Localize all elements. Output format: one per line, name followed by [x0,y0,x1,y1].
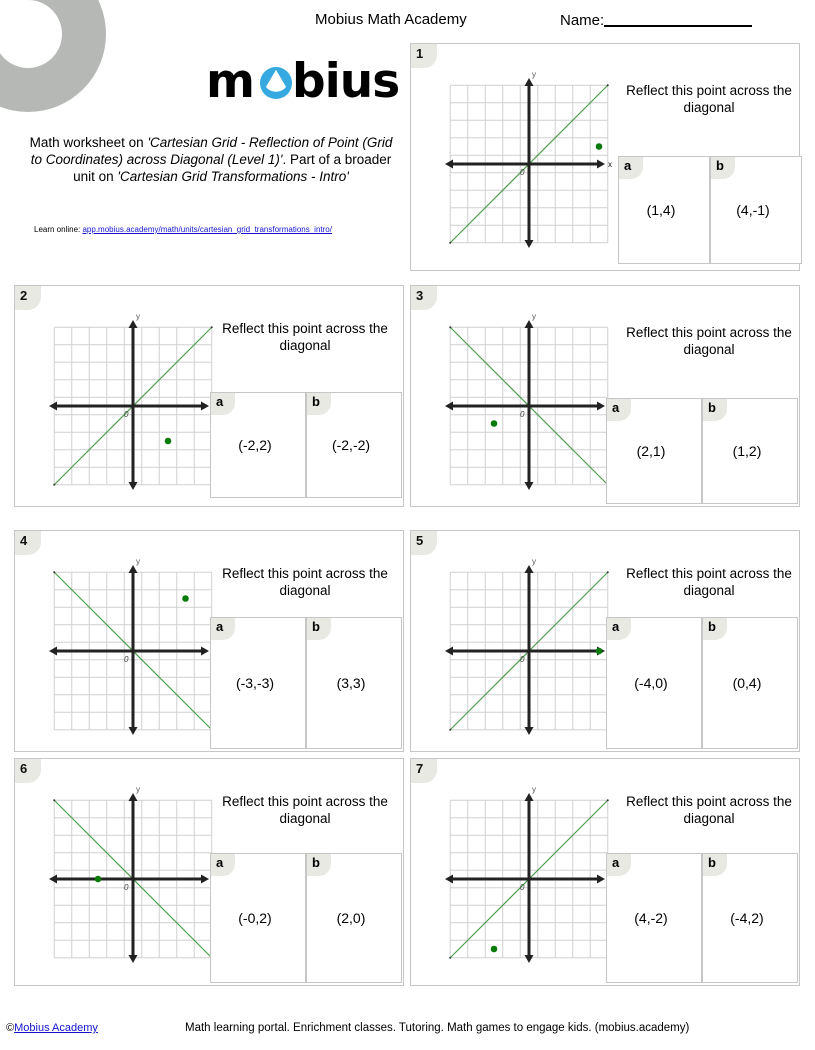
answer-box-a[interactable] [210,617,306,749]
answer-value-a: (-2,2) [238,437,272,453]
svg-text:0: 0 [520,883,525,892]
problem-plot [35,553,231,749]
page-header [0,0,815,42]
answer-letter-b: b [711,157,735,179]
answer-box-a[interactable] [606,853,702,983]
svg-text:y: y [532,557,536,566]
problem-plot [431,553,627,749]
plotted-point [165,438,172,445]
answer-value-b: (-2,-2) [331,437,371,453]
answer-box-b[interactable] [702,398,798,504]
academy-title: Mobius Math Academy [315,11,467,28]
problem-number-badge: 3 [411,286,437,310]
answer-box-a[interactable] [210,853,306,983]
answer-value-a: (-3,-3) [235,675,275,691]
answer-letter-b: b [703,854,727,876]
answer-value-b: (3,3) [336,675,366,691]
answer-value-a: (-0,2) [238,910,272,926]
svg-text:bius: bius [292,56,400,108]
problem-prompt: Reflect this point across the diagonal [222,566,388,598]
cartesian-plot [431,66,627,262]
problem-4 [14,530,404,752]
plotted-point [95,876,102,883]
page-footer [0,1020,815,1044]
desc-topic: 'Cartesian Grid - Reflection of Point (Grid to Coordinates) across Diagonal (Level 1)' [30,135,393,167]
answer-letter-a: a [607,399,631,421]
svg-text:0: 0 [520,410,525,419]
svg-text:y: y [136,557,140,566]
problem-2 [14,285,404,507]
answer-box-b[interactable] [710,156,802,264]
problem-prompt: Reflect this point across the diagonal [626,325,792,357]
answer-value-b: (2,0) [336,910,366,926]
cartesian-plot [431,308,627,504]
name-write-in-line[interactable] [604,11,752,27]
answer-letter-a: a [211,618,235,640]
answer-box-a[interactable] [210,392,306,498]
svg-text:0: 0 [124,655,129,664]
problem-plot [431,308,627,504]
svg-text:y: y [532,312,536,321]
answer-letter-b: b [703,399,727,421]
problem-6 [14,758,404,986]
learn-online-line [34,224,414,235]
answer-value-a: (2,1) [636,443,666,459]
answer-letter-a: a [607,618,631,640]
copyright-block [6,1022,98,1034]
svg-text:0: 0 [520,655,525,664]
answer-value-b: (0,4) [732,675,762,691]
learn-online-label: Learn online: [34,225,83,234]
cartesian-plot [35,308,231,504]
problem-plot [35,781,231,977]
svg-text:x: x [608,160,612,169]
problem-plot [431,66,627,262]
svg-text:y: y [136,312,140,321]
desc-unit: 'Cartesian Grid Transformations - Intro' [117,169,349,184]
cartesian-plot [35,781,231,977]
answer-value-b: (4,-1) [736,202,770,218]
svg-text:m: m [206,56,254,108]
answer-box-a[interactable] [606,398,702,504]
name-field-block [560,11,752,29]
answer-box-b[interactable] [306,392,402,498]
worksheet-intro [14,46,406,268]
plotted-point [491,420,498,427]
svg-text:0: 0 [520,168,525,177]
problem-plot [431,781,627,977]
problem-1 [410,43,800,271]
problem-plot [35,308,231,504]
answer-box-a[interactable] [618,156,710,264]
answer-letter-a: a [211,393,235,415]
problem-number-badge: 4 [15,531,41,555]
answer-letter-b: b [703,618,727,640]
problem-number-badge: 6 [15,759,41,783]
svg-text:0: 0 [124,410,129,419]
footer-tagline: Math learning portal. Enrichment classes. Tutoring. Math games to engage kids. (mobius.academy) [185,1022,690,1034]
problem-prompt: Reflect this point across the diagonal [222,794,388,826]
problem-number-badge: 5 [411,531,437,555]
answer-value-a: (4,-2) [634,910,668,926]
mobius-logo-graphic [206,56,410,108]
problem-number-badge: 2 [15,286,41,310]
plotted-point [491,946,498,953]
problem-prompt: Reflect this point across the diagonal [222,321,388,353]
learn-online-link[interactable]: app.mobius.academy/math/units/cartesian_grid_transformations_intro/ [82,225,332,234]
answer-box-b[interactable] [702,617,798,749]
copyright-link[interactable]: Mobius Academy [14,1022,98,1034]
answer-box-b[interactable] [306,617,402,749]
problem-number-badge: 7 [411,759,437,783]
cartesian-plot [35,553,231,749]
answer-letter-b: b [307,618,331,640]
problem-number-badge: 1 [411,44,437,68]
desc-middle: . Part of a broader unit on [73,152,392,184]
svg-text:y: y [532,785,536,794]
name-label: Name: [560,12,605,29]
cartesian-plot [431,553,627,749]
problem-3 [410,285,800,507]
worksheet-description [26,134,396,185]
problem-prompt: Reflect this point across the diagonal [626,566,792,598]
svg-text:0: 0 [124,883,129,892]
problem-prompt: Reflect this point across the diagonal [626,794,792,826]
answer-letter-a: a [211,854,235,876]
mobius-logo [206,56,410,108]
problem-5 [410,530,800,752]
copyright-symbol: © [6,1022,15,1034]
svg-text:y: y [136,785,140,794]
plotted-point [596,143,603,150]
answer-value-a: (-4,0) [634,675,668,691]
answer-value-b: (-4,2) [730,910,764,926]
answer-box-a[interactable] [606,617,702,749]
answer-box-b[interactable] [702,853,798,983]
answer-letter-b: b [307,854,331,876]
desc-prefix: Math worksheet on [29,135,148,150]
answer-letter-a: a [607,854,631,876]
answer-value-b: (1,2) [732,443,762,459]
svg-text:y: y [532,70,536,79]
cartesian-plot [431,781,627,977]
answer-value-a: (1,4) [646,202,676,218]
problem-prompt: Reflect this point across the diagonal [626,83,792,115]
answer-letter-a: a [619,157,643,179]
plotted-point [182,595,189,602]
plotted-point [596,648,603,655]
answer-box-b[interactable] [306,853,402,983]
problem-7 [410,758,800,986]
answer-letter-b: b [307,393,331,415]
